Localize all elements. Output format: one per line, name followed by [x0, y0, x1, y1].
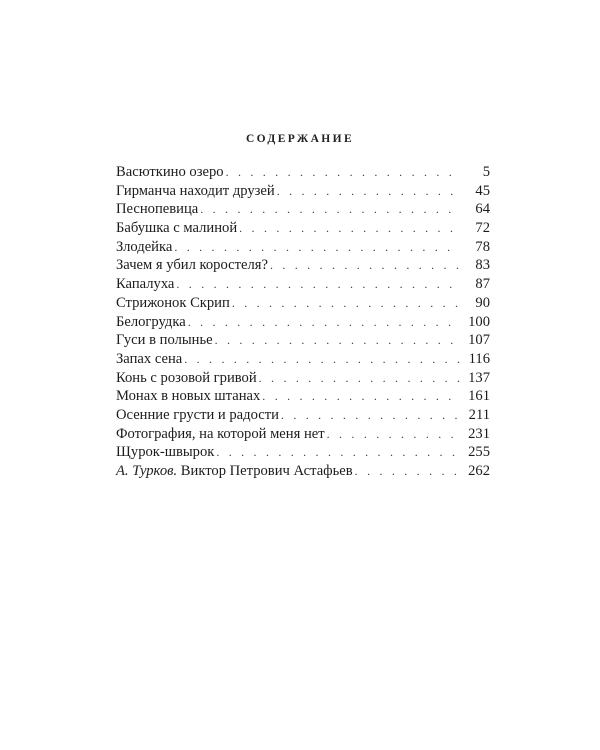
dot-leader [281, 406, 460, 425]
dot-leader [188, 313, 460, 332]
entry-title-text: Фотография, на которой меня нет [116, 425, 325, 442]
page-number: 107 [468, 332, 490, 349]
toc-entry [116, 425, 490, 444]
entry-title [116, 387, 262, 406]
entry-author: А. Турков. [116, 463, 178, 479]
page-number: 78 [475, 238, 490, 255]
entry-title [116, 294, 232, 313]
entry-title [116, 256, 270, 275]
entry-title-text: Стрижонок Скрип [116, 294, 230, 311]
dot-leader [259, 369, 460, 388]
page-number: 72 [475, 220, 490, 237]
entry-title-text: Конь с розовой гривой [116, 369, 257, 386]
entry-title-text: Бабушка с малиной [116, 220, 238, 237]
toc-entry [116, 462, 490, 481]
entry-title [116, 313, 188, 332]
page-number: 64 [475, 201, 490, 218]
page-number: 231 [468, 425, 490, 442]
toc-entry [116, 182, 490, 201]
toc-entry [116, 443, 490, 462]
dot-leader [232, 294, 460, 313]
toc-entry [116, 163, 490, 182]
entry-title [116, 425, 327, 444]
entry-title-text: Злодейка [116, 238, 173, 255]
dot-leader [174, 238, 460, 257]
entry-title-text: Белогрудка [116, 313, 186, 330]
dot-leader [262, 387, 460, 406]
toc-entry [116, 275, 490, 294]
toc-entry [116, 294, 490, 313]
dot-leader [216, 443, 460, 462]
toc-entry [116, 238, 490, 257]
entry-title [116, 462, 355, 481]
entry-title [116, 163, 226, 182]
page-number: 262 [468, 463, 490, 479]
page-number: 5 [482, 164, 490, 180]
dot-leader [226, 163, 460, 182]
page-number: 211 [468, 406, 490, 423]
toc-entry [116, 219, 490, 238]
dot-leader [200, 200, 460, 219]
toc-entry [116, 331, 490, 350]
toc-entry [116, 387, 490, 406]
toc-entry [116, 200, 490, 219]
dot-leader [327, 425, 460, 444]
page-number: 137 [468, 369, 490, 386]
page-number: 87 [475, 276, 490, 293]
table-of-contents [116, 163, 490, 481]
entry-title-text: Щурок-швырок [116, 444, 215, 461]
entry-title [116, 275, 176, 294]
entry-title-text: Монах в новых штанах [116, 388, 261, 405]
entry-title-text: Осенние грусти и радости [116, 406, 279, 423]
entry-title-text: Гирманча находит друзей [116, 182, 275, 199]
toc-entry [116, 369, 490, 388]
entry-title [116, 331, 215, 350]
dot-leader [355, 462, 460, 481]
page-number: 116 [468, 350, 490, 367]
entry-title-text: Капалуха [116, 276, 175, 293]
dot-leader [270, 256, 460, 275]
page-number: 255 [468, 444, 490, 461]
entry-title-text: Васюткино озеро [116, 164, 224, 180]
toc-entry [116, 350, 490, 369]
entry-title [116, 369, 259, 388]
entry-title-text: Песнопевица [116, 201, 199, 218]
page-number: 45 [475, 182, 490, 199]
dot-leader [215, 331, 460, 350]
page-number: 161 [468, 388, 490, 405]
entry-title [116, 406, 281, 425]
entry-title [116, 238, 174, 257]
contents-heading: СОДЕРЖАНИЕ [245, 133, 355, 145]
entry-title-text: Виктор Петрович Астафьев [177, 463, 353, 479]
entry-title [116, 200, 200, 219]
dot-leader [176, 275, 460, 294]
entry-title [116, 219, 239, 238]
page-number: 90 [475, 294, 490, 311]
page-number: 83 [475, 257, 490, 274]
entry-title-text: Запах сена [116, 350, 183, 367]
entry-title [116, 350, 184, 369]
toc-entry [116, 313, 490, 332]
toc-entry [116, 406, 490, 425]
dot-leader [239, 219, 460, 238]
page-number: 100 [468, 313, 490, 330]
entry-title-text: Гуси в полынье [116, 332, 213, 349]
dot-leader [184, 350, 460, 369]
toc-entry [116, 256, 490, 275]
entry-title [116, 182, 277, 201]
entry-title [116, 443, 216, 462]
entry-title-text: Зачем я убил коростеля? [116, 257, 268, 274]
dot-leader [277, 182, 460, 201]
